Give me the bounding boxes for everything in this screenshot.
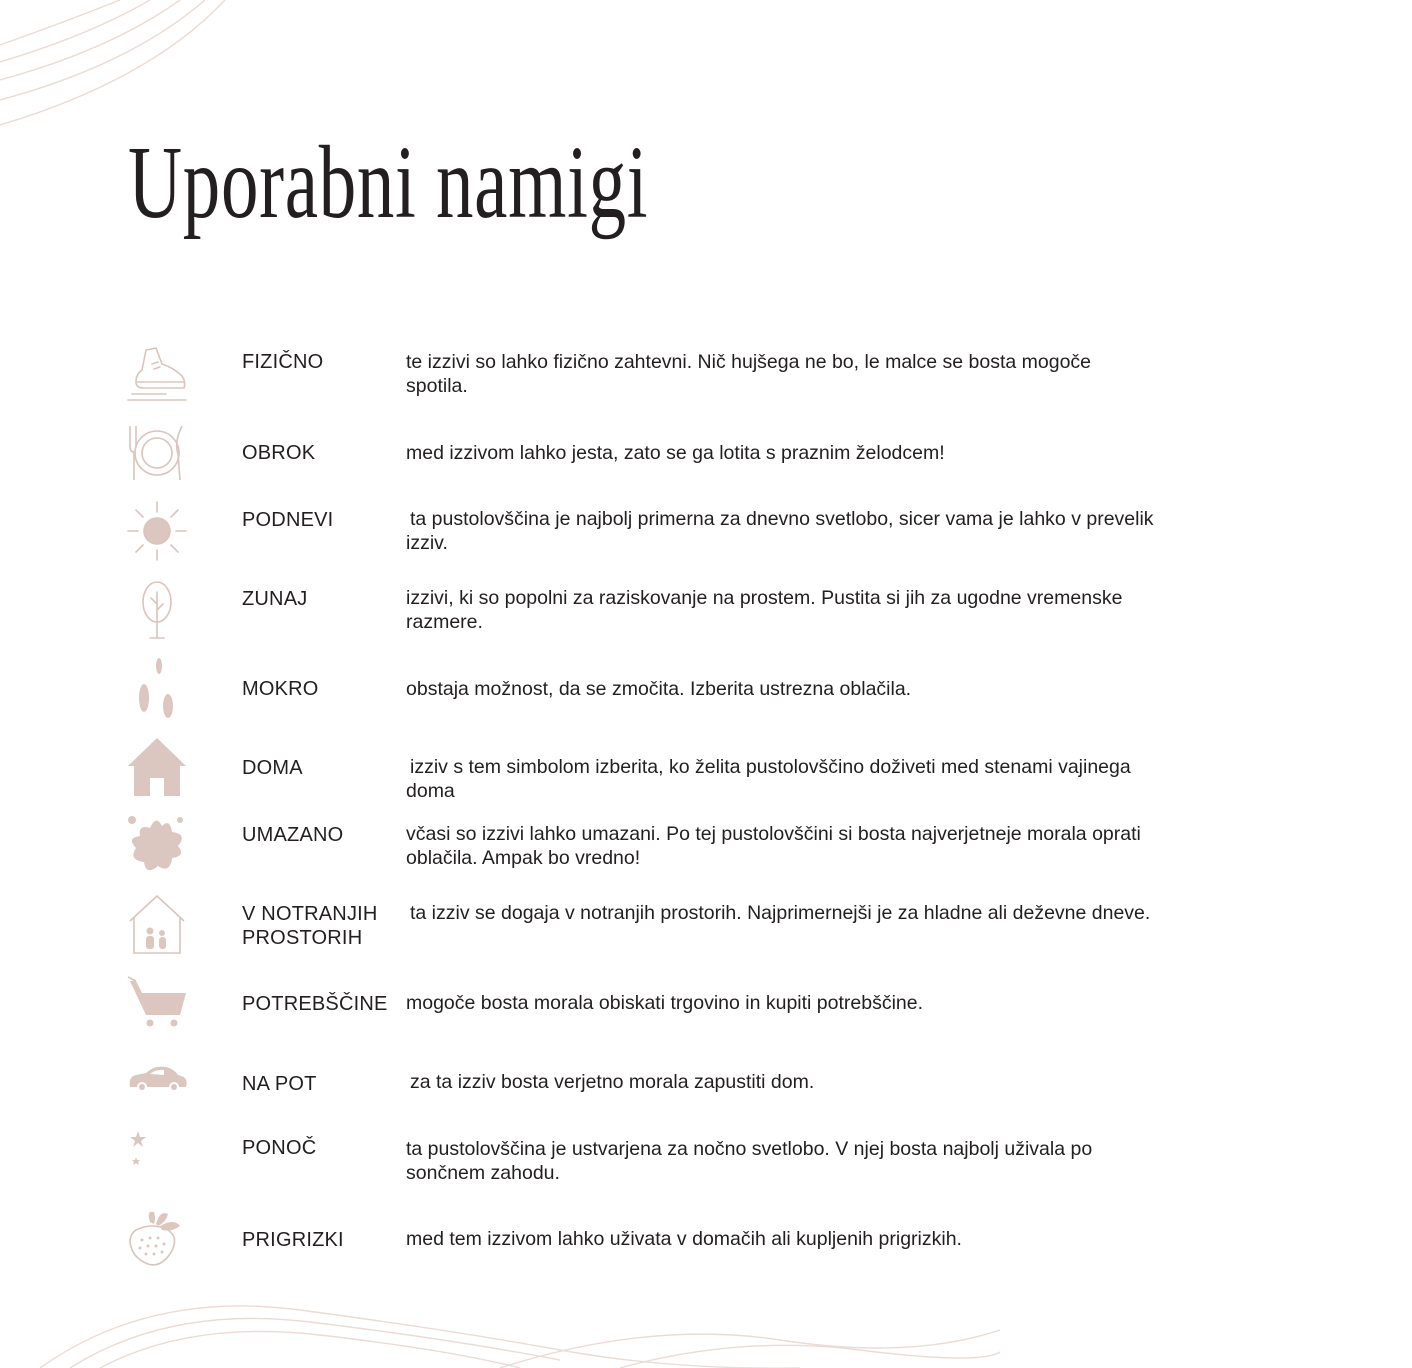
item-description: izziv s tem simbolom izberita, ko želita pustolovščino doživeti med stenami vajinega doma bbox=[406, 756, 1131, 802]
cart-icon bbox=[126, 973, 188, 1035]
item-description: za ta izziv bosta verjetno morala zapustiti dom. bbox=[410, 1071, 815, 1093]
item-description: ta pustolovščina je ustvarjena za nočno svetlobo. V njej bosta najbolj uživala po sončnem zahodu. bbox=[406, 1138, 1093, 1184]
page-title: Uporabni namigi bbox=[128, 125, 649, 240]
item-label: POTREBŠČINE bbox=[242, 993, 388, 1015]
item-label: UMAZANO bbox=[242, 824, 344, 846]
item-label: V NOTRANJIH PROSTORIH bbox=[242, 903, 378, 949]
strawberry-icon bbox=[126, 1208, 188, 1270]
item-description: izzivi, ki so popolni za raziskovanje na prostem. Pustita si jih za ugodne vremenske razmere. bbox=[406, 587, 1123, 633]
indoor-people-icon bbox=[126, 893, 188, 955]
plate-icon bbox=[126, 422, 188, 484]
decorative-lines-top bbox=[0, 0, 230, 135]
car-icon bbox=[126, 1053, 188, 1115]
item-description: med izzivom lahko jesta, zato se ga lotita s praznim želodcem! bbox=[406, 442, 945, 464]
item-description: ta izziv se dogaja v notranjih prostorih. Najprimernejši je za hladne ali deževne dneve. bbox=[410, 902, 1151, 924]
splash-icon bbox=[126, 814, 188, 876]
decorative-lines-bottom bbox=[0, 1290, 1000, 1368]
item-description: včasi so izzivi lahko umazani. Po tej pustolovščini si bosta najverjetneje morala oprati oblačila. Ampak bo vredno! bbox=[406, 823, 1141, 869]
item-label: OBROK bbox=[242, 442, 316, 464]
item-description: med tem izzivom lahko uživata v domačih ali kupljenih prigrizkih. bbox=[406, 1228, 962, 1250]
item-description: obstaja možnost, da se zmočita. Izberita ustrezna oblačila. bbox=[406, 678, 912, 700]
item-label: PODNEVI bbox=[242, 509, 334, 531]
item-label: PONOČ bbox=[242, 1137, 317, 1159]
tree-icon bbox=[126, 578, 188, 640]
house-icon bbox=[126, 736, 188, 798]
item-label: ZUNAJ bbox=[242, 588, 308, 610]
moon-icon bbox=[126, 1129, 188, 1191]
item-description: te izzivi so lahko fizično zahtevni. Nič hujšega ne bo, le malce se bosta mogoče spotila. bbox=[406, 351, 1092, 397]
sun-icon bbox=[126, 500, 188, 562]
shoe-icon bbox=[126, 342, 188, 404]
item-description: ta pustolovščina je najbolj primerna za dnevno svetlobo, sicer vama je lahko v prevelik izziv. bbox=[406, 508, 1154, 554]
item-label: PRIGRIZKI bbox=[242, 1229, 344, 1251]
drops-icon bbox=[126, 656, 188, 718]
item-label: FIZIČNO bbox=[242, 351, 324, 373]
item-label: DOMA bbox=[242, 757, 303, 779]
item-label: NA POT bbox=[242, 1073, 317, 1095]
item-description: mogoče bosta morala obiskati trgovino in kupiti potrebščine. bbox=[406, 992, 924, 1014]
item-label: MOKRO bbox=[242, 678, 319, 700]
